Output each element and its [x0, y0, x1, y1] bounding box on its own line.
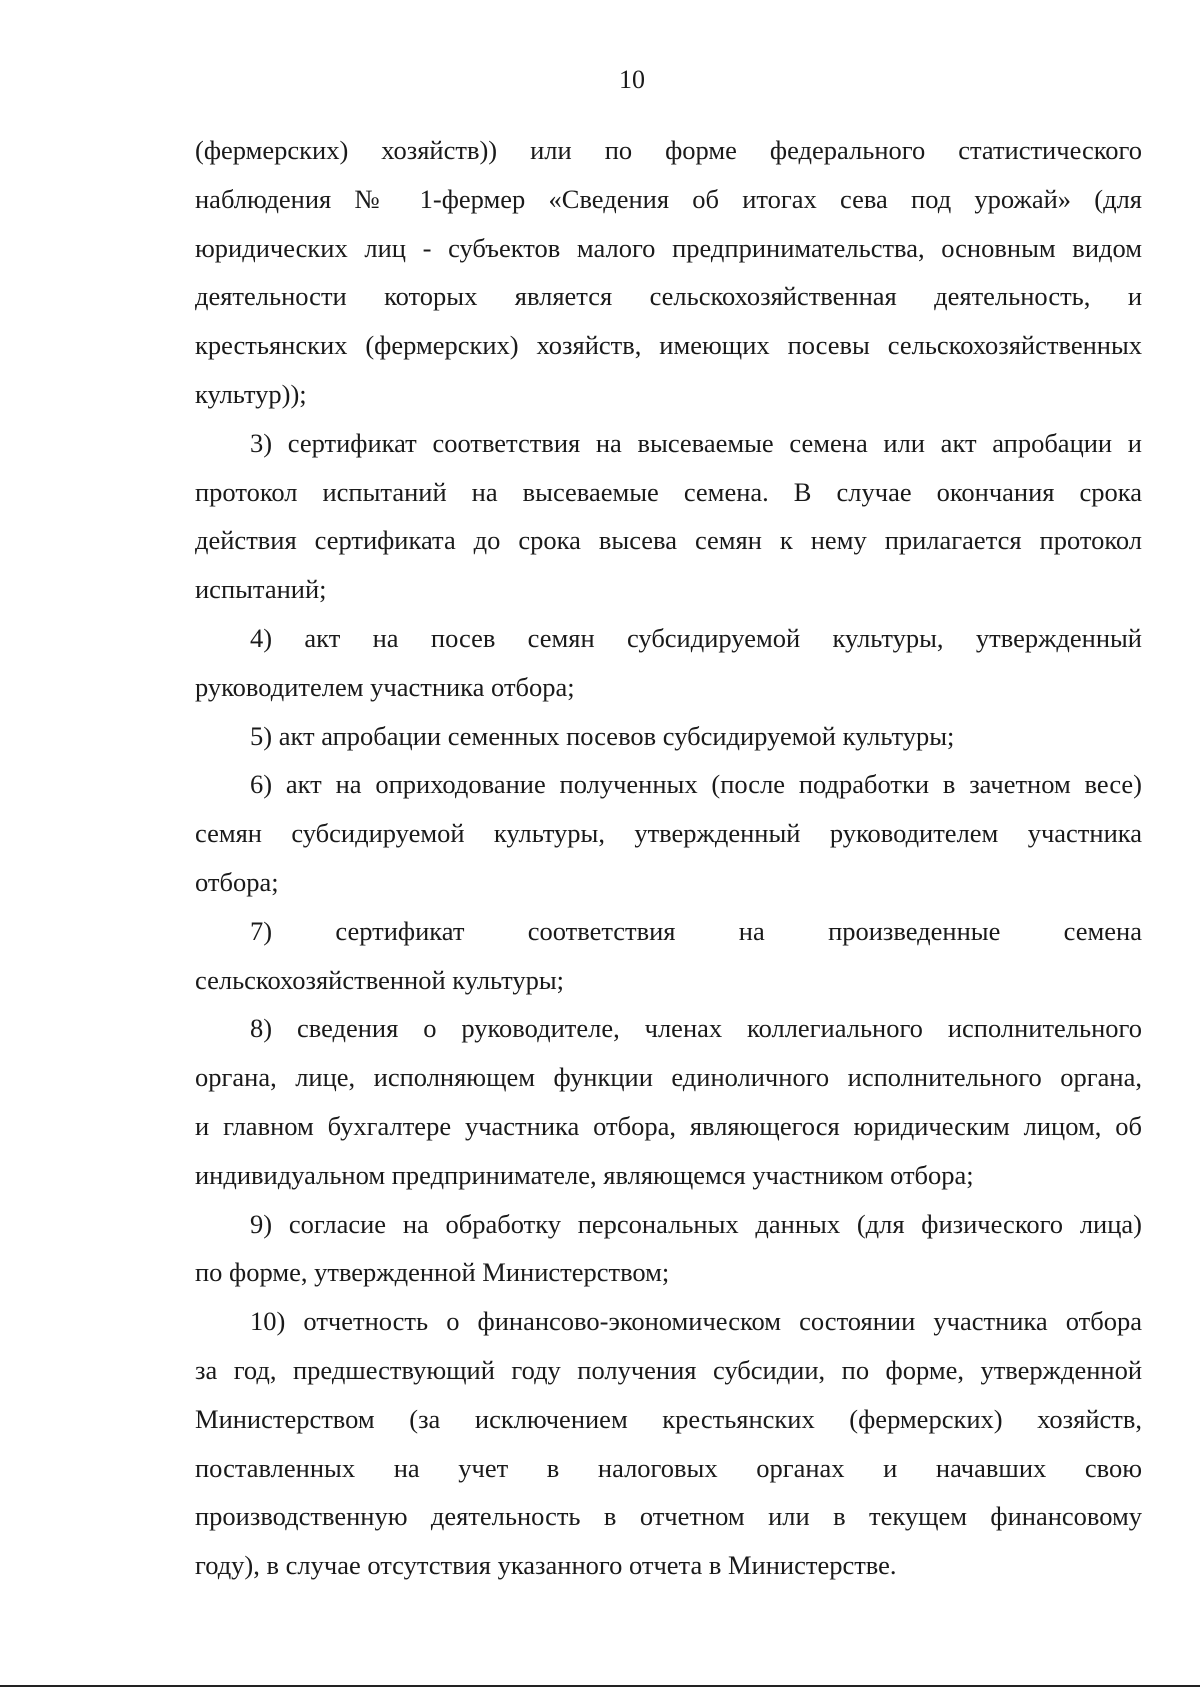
- text-line: за год, предшествующий году получения субсидии, по форме, утвержденной: [195, 1354, 1142, 1385]
- text-line: испытаний;: [195, 574, 327, 605]
- text-line: крестьянских (фермерских) хозяйств, имеющих посевы сельскохозяйственных: [195, 330, 1142, 361]
- text-line: 5) акт апробации семенных посевов субсидируемой культуры;: [250, 720, 955, 751]
- text-line: по форме, утвержденной Министерством;: [195, 1257, 670, 1288]
- text-line: и главном бухгалтере участника отбора, являющегося юридическим лицом, об: [195, 1110, 1142, 1141]
- text-line: наблюдения № 1-фермер «Сведения об итогах сева под урожай» (для: [195, 183, 1142, 214]
- text-line: (фермерских) хозяйств)) или по форме федерального статистического: [195, 135, 1142, 165]
- text-line: 4) акт на посев семян субсидируемой культуры, утвержденный: [250, 622, 1142, 653]
- text-line: отбора;: [195, 866, 279, 897]
- text-line: году), в случае отсутствия указанного отчета в Министерстве.: [195, 1550, 897, 1581]
- text-line: деятельности которых является сельскохозяйственная деятельность, и: [195, 281, 1142, 312]
- text-line: Министерством (за исключением крестьянских (фермерских) хозяйств,: [195, 1403, 1142, 1434]
- text-line: сельскохозяйственной культуры;: [195, 964, 565, 995]
- page-number: 10: [619, 65, 645, 94]
- text-line: семян субсидируемой культуры, утвержденный руководителем участника: [195, 818, 1142, 849]
- text-line: протокол испытаний на высеваемые семена. В случае окончания срока: [195, 476, 1142, 507]
- text-line: поставленных на учет в налоговых органах и начавших свою: [195, 1452, 1142, 1483]
- text-line: 10) отчетность о финансово-экономическом состоянии участника отбора: [250, 1306, 1142, 1337]
- text-line: 3) сертификат соответствия на высеваемые семена или акт апробации и: [250, 427, 1142, 458]
- text-line: индивидуальном предпринимателе, являющемся участником отбора;: [195, 1159, 974, 1190]
- bottom-rule: [0, 1685, 1200, 1687]
- text-line: 6) акт на оприходование полученных (после подработки в зачетном весе): [250, 769, 1142, 800]
- text-line: производственную деятельность в отчетном или в текущем финансовому: [195, 1501, 1142, 1532]
- text-line: 7) сертификат соответствия на произведенные семена: [250, 915, 1142, 946]
- text-line: руководителем участника отбора;: [195, 671, 575, 702]
- text-line: действия сертификата до срока высева семян к нему прилагается протокол: [195, 525, 1142, 556]
- document-body: [195, 126, 1142, 1590]
- text-line: органа, лице, исполняющем функции единоличного исполнительного органа,: [195, 1062, 1142, 1093]
- text-line: 8) сведения о руководителе, членах коллегиального исполнительного: [250, 1013, 1142, 1044]
- text-line: культур));: [195, 378, 307, 409]
- text-line: юридических лиц - субъектов малого предпринимательства, основным видом: [195, 232, 1142, 263]
- text-line: 9) согласие на обработку персональных данных (для физического лица): [250, 1208, 1142, 1239]
